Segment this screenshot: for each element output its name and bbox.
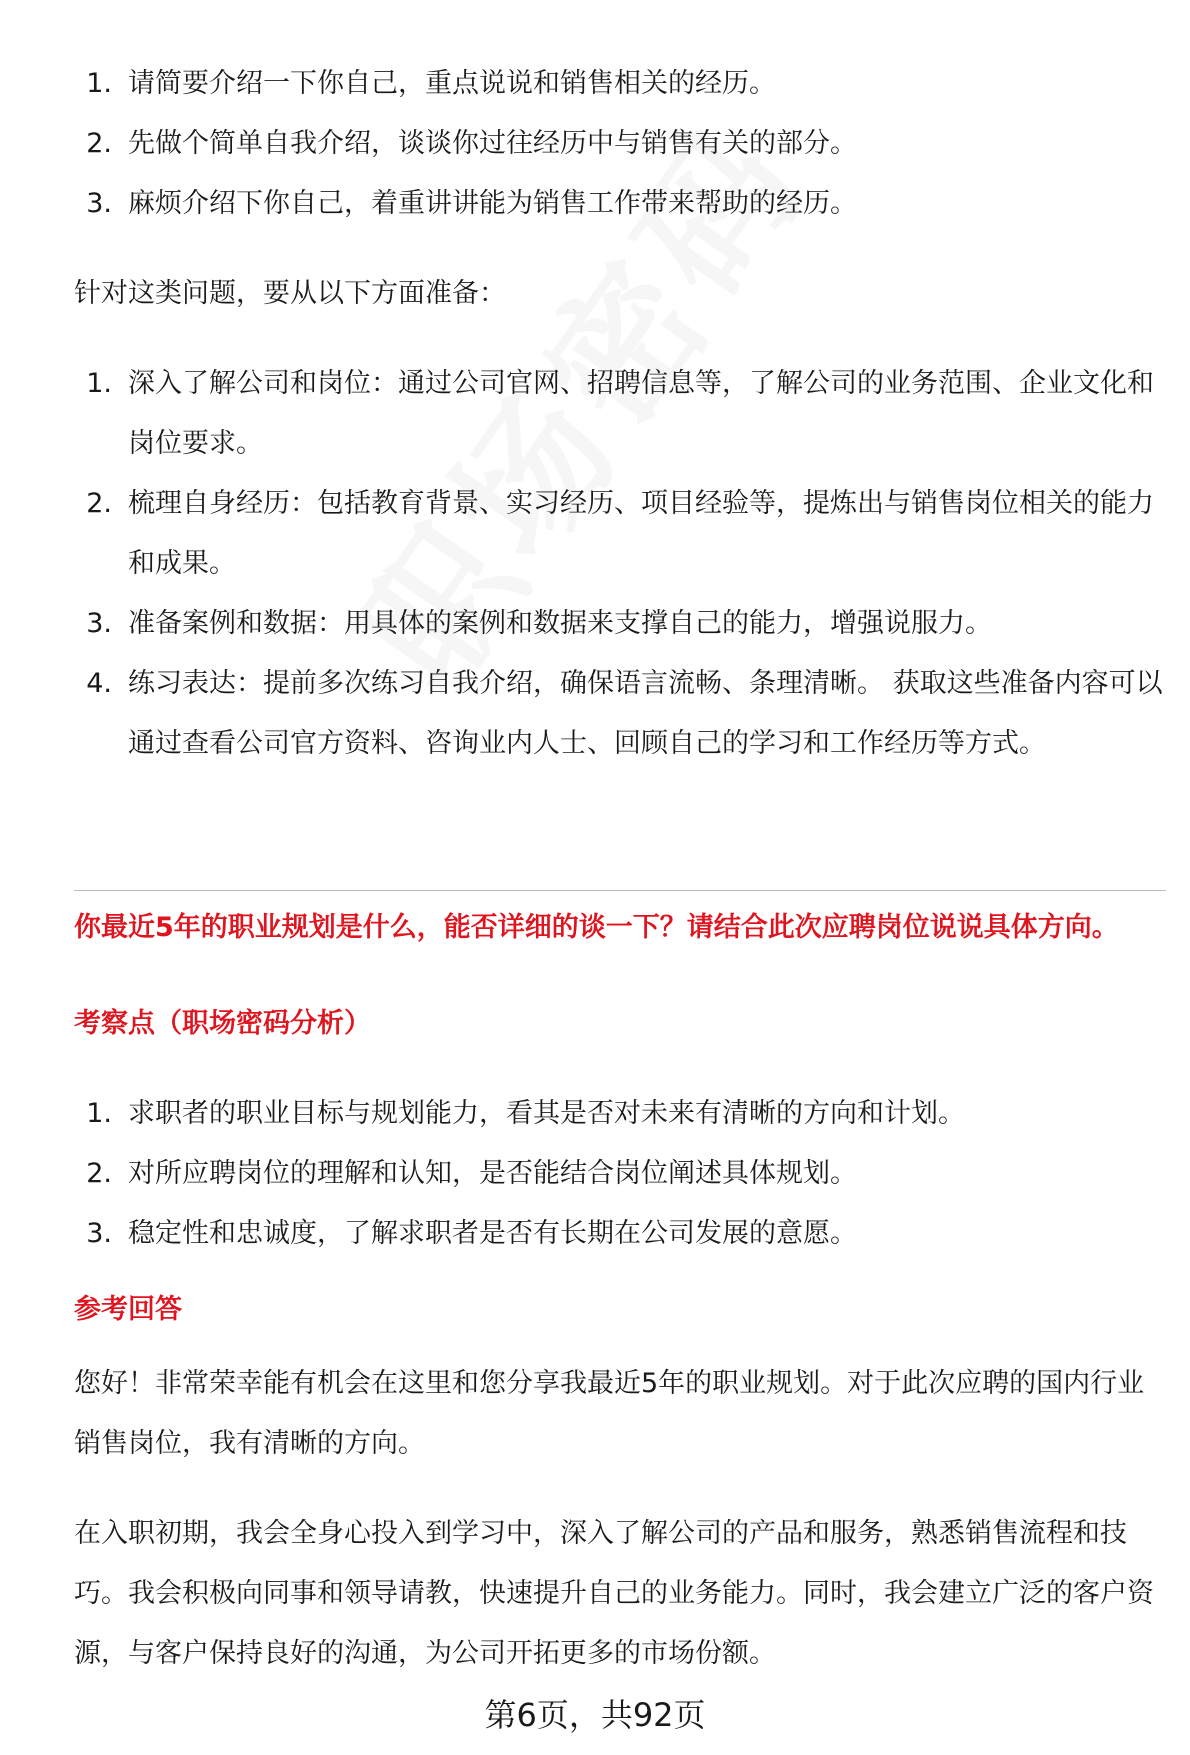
list-number: 2. bbox=[86, 488, 112, 519]
list-item bbox=[78, 174, 1168, 234]
list-text: 梳理自身经历：包括教育背景、实习经历、项目经验等，提炼出与销售岗位相关的能力和成果。 bbox=[128, 488, 1154, 579]
list-number: 1. bbox=[86, 68, 112, 99]
list-item bbox=[78, 1084, 1168, 1144]
list-number: 3. bbox=[86, 608, 112, 639]
list-number: 2. bbox=[86, 1158, 112, 1189]
list-number: 3. bbox=[86, 188, 112, 219]
list-number: 2. bbox=[86, 128, 112, 159]
list-text: 请简要介绍一下你自己，重点说说和销售相关的经历。 bbox=[128, 68, 776, 99]
list-text: 先做个简单自我介绍，谈谈你过往经历中与销售有关的部分。 bbox=[128, 128, 857, 159]
list-item bbox=[78, 1204, 1168, 1264]
list-text: 求职者的职业目标与规划能力，看其是否对未来有清晰的方向和计划。 bbox=[128, 1098, 965, 1129]
list-number: 1. bbox=[86, 1098, 112, 1129]
answer-paragraph: 在入职初期，我会全身心投入到学习中，深入了解公司的产品和服务，熟悉销售流程和技巧。我会积极向同事和领导请教，快速提升自己的业务能力。同时，我会建立广泛的客户资源，与客户保持良好的沟通，为公司开拓更多的市场份额。 bbox=[74, 1518, 1154, 1669]
answer-paragraph: 您好！非常荣幸能有机会在这里和您分享我最近5年的职业规划。对于此次应聘的国内行业销售岗位，我有清晰的方向。 bbox=[74, 1368, 1145, 1459]
list-text: 练习表达：提前多次练习自我介绍，确保语言流畅、条理清晰。 获取这些准备内容可以通过查看公司官方资料、咨询业内人士、回顾自己的学习和工作经历等方式。 bbox=[128, 668, 1163, 759]
list-item bbox=[78, 654, 1170, 774]
exam-points-heading: 考察点（职场密码分析） bbox=[74, 1008, 371, 1039]
list-text: 准备案例和数据：用具体的案例和数据来支撑自己的能力，增强说服力。 bbox=[128, 608, 992, 639]
list-number: 1. bbox=[86, 368, 112, 399]
list-text: 麻烦介绍下你自己，着重讲讲能为销售工作带来帮助的经历。 bbox=[128, 188, 857, 219]
list-text: 对所应聘岗位的理解和认知，是否能结合岗位阐述具体规划。 bbox=[128, 1158, 857, 1189]
list-item bbox=[78, 594, 1170, 654]
list-text: 深入了解公司和岗位：通过公司官网、招聘信息等，了解公司的业务范围、企业文化和岗位要求。 bbox=[128, 368, 1154, 459]
list-item bbox=[78, 1144, 1168, 1204]
example-questions-list bbox=[78, 54, 1168, 234]
reference-answer-heading: 参考回答 bbox=[74, 1294, 182, 1325]
list-item bbox=[78, 114, 1168, 174]
list-text: 稳定性和忠诚度，了解求职者是否有长期在公司发展的意愿。 bbox=[128, 1218, 857, 1249]
list-item bbox=[78, 54, 1168, 114]
list-number: 3. bbox=[86, 1218, 112, 1249]
prep-intro: 针对这类问题，要从以下方面准备： bbox=[74, 278, 506, 309]
list-item bbox=[78, 474, 1170, 594]
list-item bbox=[78, 354, 1170, 474]
list-number: 4. bbox=[86, 668, 112, 699]
page-footer: 第6页，共92页 bbox=[484, 1696, 706, 1734]
section-divider bbox=[74, 890, 1166, 891]
exam-points-list bbox=[78, 1084, 1168, 1264]
interview-question: 你最近5年的职业规划是什么，能否详细的谈一下？请结合此次应聘岗位说说具体方向。 bbox=[74, 912, 1119, 943]
preparation-list bbox=[78, 354, 1170, 774]
